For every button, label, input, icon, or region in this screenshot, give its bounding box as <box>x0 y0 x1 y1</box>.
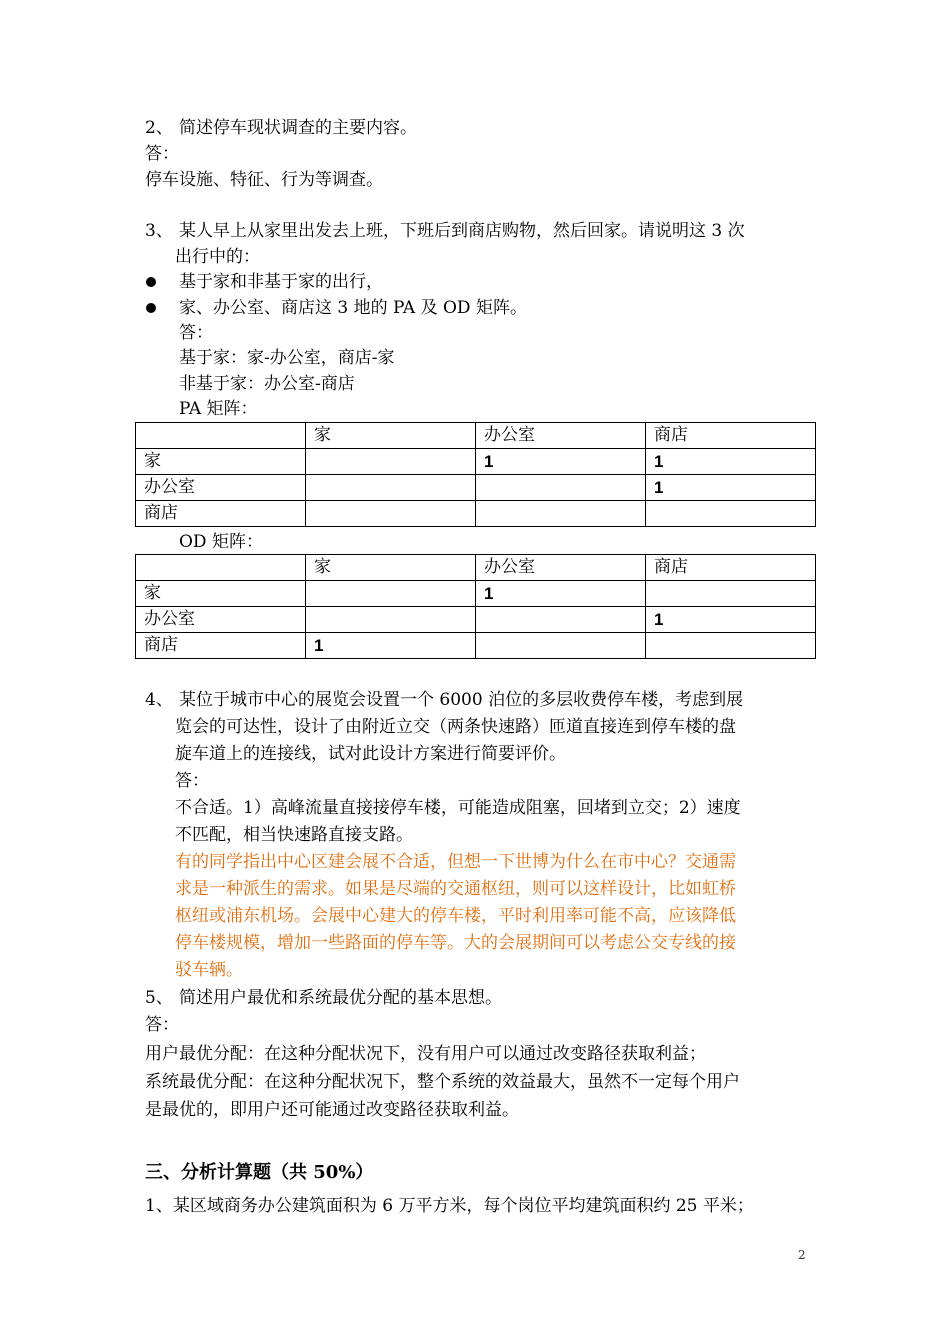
q4-answer-label: 答： <box>175 771 209 791</box>
table-row-label: 办公室 <box>136 475 306 501</box>
table-cell <box>476 633 646 659</box>
pa-matrix-table <box>135 422 816 527</box>
od-matrix-table <box>135 554 816 659</box>
q2-answer: 停车设施、特征、行为等调查。 <box>145 170 383 190</box>
q3-question-line-1 <box>145 218 745 244</box>
q4-answer-line-1: 不合适。1）高峰流量直接接停车楼，可能造成阻塞，回堵到立交；2）速度 <box>175 798 741 818</box>
q4-note-line-2: 求是一种派生的需求。如果是尽端的交通枢纽，则可以这样设计，比如虹桥 <box>175 879 736 899</box>
table-row <box>136 475 816 501</box>
table-header-cell: 家 <box>306 555 476 581</box>
q4-answer-line-2: 不匹配，相当快速路直接支路。 <box>175 825 413 845</box>
table-cell: 1 <box>476 449 646 475</box>
table-row <box>136 581 816 607</box>
table-header-cell: 商店 <box>646 423 816 449</box>
table-row-label: 商店 <box>136 501 306 527</box>
q5-answer-line-3: 是最优的，即用户还可能通过改变路径获取利益。 <box>145 1100 519 1120</box>
table-cell <box>306 501 476 527</box>
section-3-question-1: 1、某区域商务办公建筑面积为 6 万平方米，每个岗位平均建筑面积约 25 平米； <box>145 1196 754 1216</box>
table-row <box>136 449 816 475</box>
table-row <box>136 501 816 527</box>
table-row-label: 家 <box>136 449 306 475</box>
table-cell <box>306 607 476 633</box>
table-header-cell: 家 <box>306 423 476 449</box>
table-cell: 1 <box>646 449 816 475</box>
section-3-heading: 三、分析计算题（共 50%） <box>145 1162 374 1183</box>
q2-answer-label: 答： <box>145 144 179 164</box>
table-header-row <box>136 423 816 449</box>
q4-question-line-2: 览会的可达性，设计了由附近立交（两条快速路）匝道直接连到停车楼的盘 <box>175 717 736 737</box>
q2-question: 简述停车现状调查的主要内容。 <box>179 118 417 138</box>
q4-question-text-1: 某位于城市中心的展览会设置一个 6000 泊位的多层收费停车楼，考虑到展 <box>179 690 744 710</box>
table-header-cell: 商店 <box>646 555 816 581</box>
table-header-cell: 办公室 <box>476 423 646 449</box>
q3-bullet-2: 家、办公室、商店这 3 地的 PA 及 OD 矩阵。 <box>179 298 527 318</box>
table-cell: 1 <box>306 633 476 659</box>
table-header-cell <box>136 423 306 449</box>
q4-question-line-3: 旋车道上的连接线，试对此设计方案进行简要评价。 <box>175 744 566 764</box>
od-matrix-label: OD 矩阵： <box>179 532 263 552</box>
q4-note-line-1: 有的同学指出中心区建会展不合适，但想一下世博为什么在市中心？交通需 <box>175 852 736 872</box>
q4-question-line-1 <box>145 687 743 713</box>
table-header-cell <box>136 555 306 581</box>
table-row-label: 商店 <box>136 633 306 659</box>
bullet-dot-icon <box>146 303 156 313</box>
q3-number: 3、 <box>145 221 173 241</box>
q5-answer-label: 答： <box>145 1015 179 1035</box>
table-cell <box>476 475 646 501</box>
table-row-label: 办公室 <box>136 607 306 633</box>
q3-answer-label: 答： <box>179 323 213 343</box>
table-row-label: 家 <box>136 581 306 607</box>
q5-answer-line-2: 系统最优分配：在这种分配状况下，整个系统的效益最大，虽然不一定每个用户 <box>145 1072 740 1092</box>
table-row <box>136 633 816 659</box>
q3-question-line-2: 出行中的： <box>175 247 260 267</box>
q5-question-line <box>145 985 502 1011</box>
table-cell <box>646 633 816 659</box>
q4-number: 4、 <box>145 690 173 710</box>
q2-number: 2、 <box>145 118 173 138</box>
q5-question: 简述用户最优和系统最优分配的基本思想。 <box>179 988 502 1008</box>
table-cell <box>646 501 816 527</box>
q4-note-line-3: 枢纽或浦东机场。会展中心建大的停车楼，平时利用率可能不高，应该降低 <box>175 906 736 926</box>
q3-question-text-1: 某人早上从家里出发去上班，下班后到商店购物，然后回家。请说明这 3 次 <box>179 221 745 241</box>
table-row <box>136 607 816 633</box>
table-cell: 1 <box>646 475 816 501</box>
pa-matrix-label: PA 矩阵： <box>179 399 258 419</box>
table-cell <box>646 581 816 607</box>
q5-answer-line-1: 用户最优分配：在这种分配状况下，没有用户可以通过改变路径获取利益； <box>145 1044 706 1064</box>
table-cell: 1 <box>646 607 816 633</box>
q3-answer-line-1: 基于家：家-办公室，商店-家 <box>179 348 395 368</box>
page-number: 2 <box>798 1248 806 1262</box>
q5-number: 5、 <box>145 988 173 1008</box>
q4-note-line-4: 停车楼规模，增加一些路面的停车等。大的会展期间可以考虑公交专线的接 <box>175 933 736 953</box>
table-cell <box>476 607 646 633</box>
table-header-cell: 办公室 <box>476 555 646 581</box>
q4-note-line-5: 驳车辆。 <box>175 960 243 980</box>
q3-bullet-1: 基于家和非基于家的出行， <box>179 272 383 292</box>
table-cell <box>476 501 646 527</box>
bullet-dot-icon <box>146 277 156 287</box>
q3-answer-line-2: 非基于家：办公室-商店 <box>179 374 355 394</box>
table-cell <box>306 581 476 607</box>
table-cell <box>306 449 476 475</box>
table-cell: 1 <box>476 581 646 607</box>
table-header-row <box>136 555 816 581</box>
q2-question-line <box>145 115 417 141</box>
table-cell <box>306 475 476 501</box>
